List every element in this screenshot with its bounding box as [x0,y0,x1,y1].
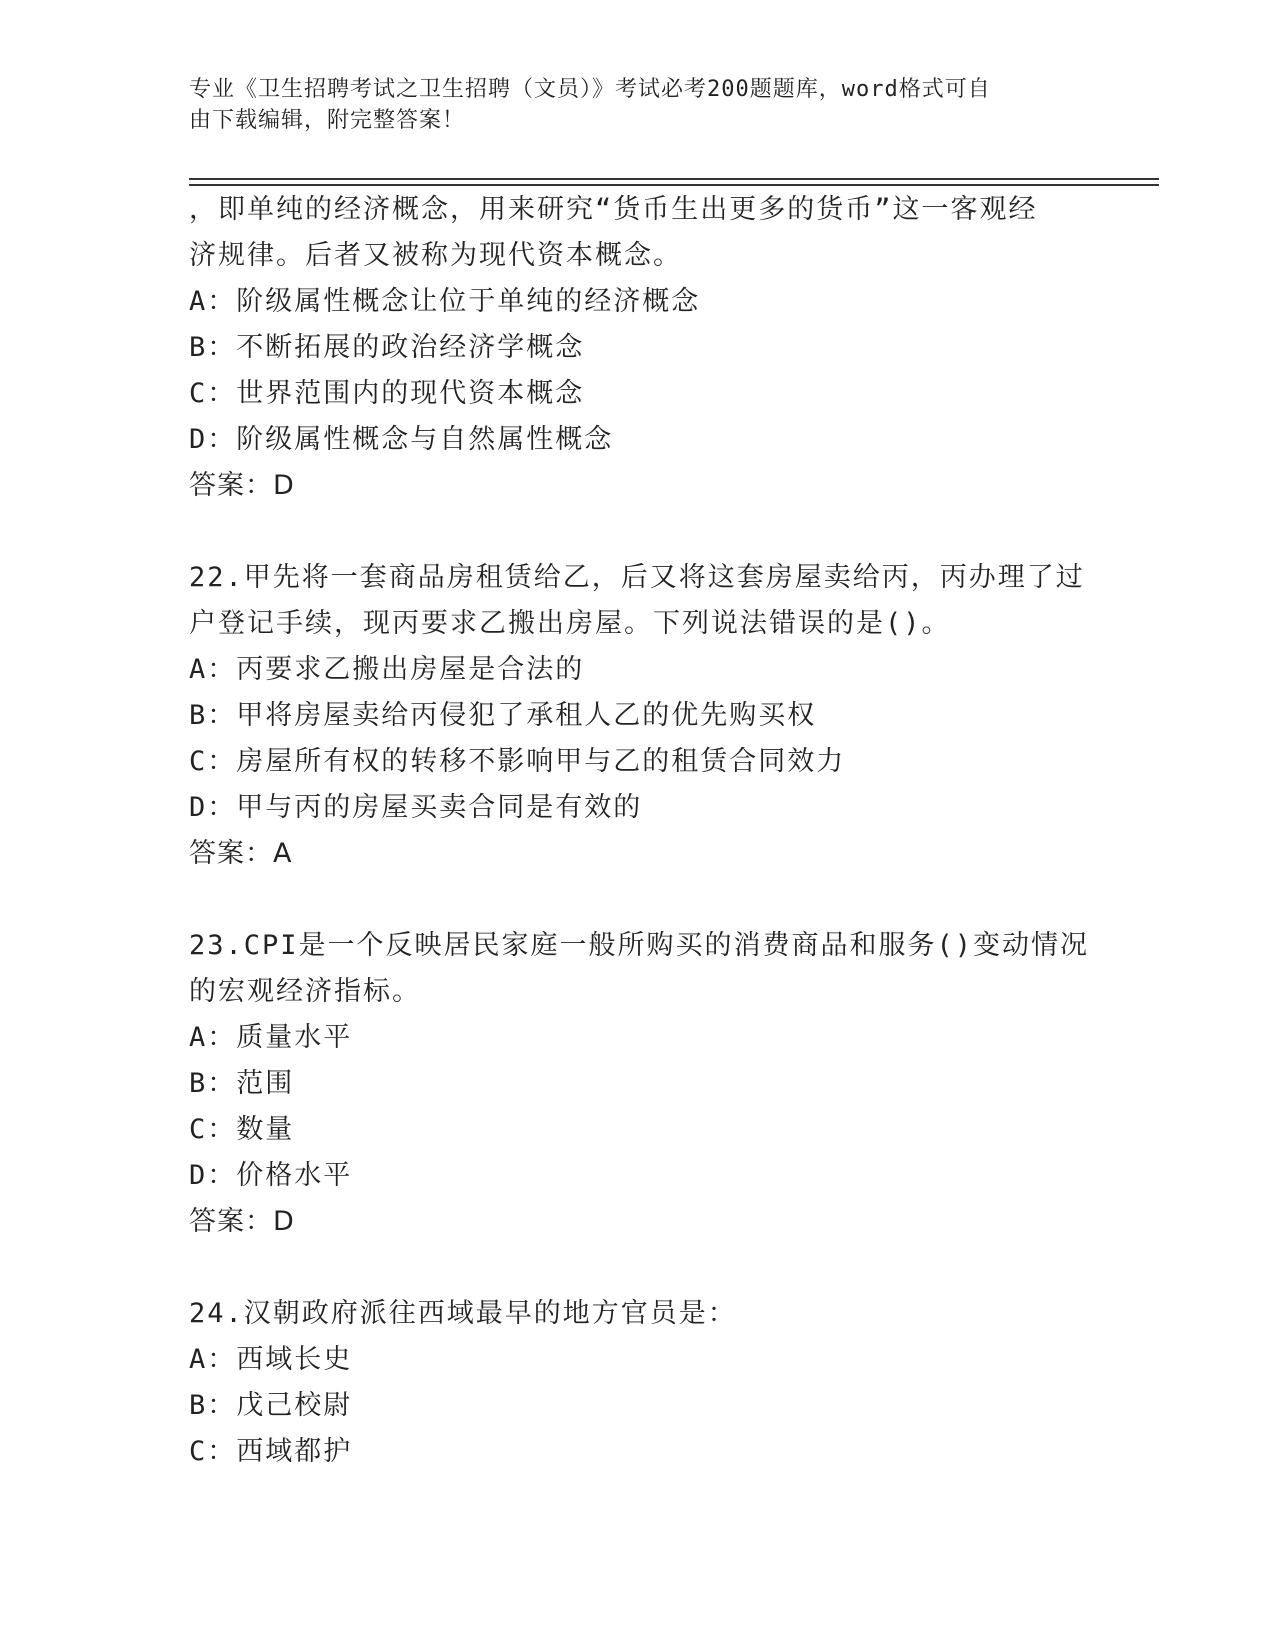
option-b: B：甲将房屋卖给丙侵犯了承租人乙的优先购买权 [189,700,817,731]
header-line-1: 专业《卫生招聘考试之卫生招聘（文员）》考试必考200题题库，word格式可自 [189,77,991,102]
spacer [189,1245,1089,1291]
option-b: B：范围 [189,1068,295,1099]
document-header [189,74,1089,136]
question-text-line: 24.汉朝政府派往西域最早的地方官员是： [189,1298,737,1329]
option-b: B：不断拓展的政治经济学概念 [189,332,585,363]
question-content [189,187,1089,1475]
option-d: D：阶级属性概念与自然属性概念 [189,424,614,455]
option-d: D：甲与丙的房屋买卖合同是有效的 [189,792,643,823]
option-d: D：价格水平 [189,1160,353,1191]
question-block-intro [189,187,1089,509]
option-c: C：数量 [189,1114,295,1145]
question-block-23 [189,923,1089,1245]
option-c: C：房屋所有权的转移不影响甲与乙的租赁合同效力 [189,746,846,777]
spacer [189,877,1089,923]
header-line-2: 由下载编辑，附完整答案！ [189,108,466,133]
option-c: C：世界范围内的现代资本概念 [189,378,585,409]
answer-line: 答案：A [189,838,293,869]
question-text-line: ，即单纯的经济概念，用来研究“货币生出更多的货币”这一客观经 [189,194,1038,225]
spacer [189,509,1089,555]
option-a: A：西域长史 [189,1344,353,1375]
question-text-line: 22.甲先将一套商品房租赁给乙，后又将这套房屋卖给丙，丙办理了过 [189,562,1085,593]
option-c: C：西域都护 [189,1436,353,1467]
option-b: B：戊己校尉 [189,1390,353,1421]
answer-line: 答案：D [189,470,295,501]
answer-line: 答案：D [189,1206,295,1237]
option-a: A：阶级属性概念让位于单纯的经济概念 [189,286,701,317]
header-rule-bottom [189,184,1159,186]
question-text-line: 济规律。后者又被称为现代资本概念。 [189,240,682,271]
question-block-22 [189,555,1089,877]
option-a: A：质量水平 [189,1022,353,1053]
header-rule-top [189,178,1159,180]
question-text-line: 23.CPI是一个反映居民家庭一般所购买的消费商品和服务()变动情况 [189,930,1090,961]
question-block-24 [189,1291,1089,1475]
question-text-line: 的宏观经济指标。 [189,976,421,1007]
question-text-line: 户登记手续，现丙要求乙搬出房屋。下列说法错误的是()。 [189,608,951,639]
option-a: A：丙要求乙搬出房屋是合法的 [189,654,585,685]
